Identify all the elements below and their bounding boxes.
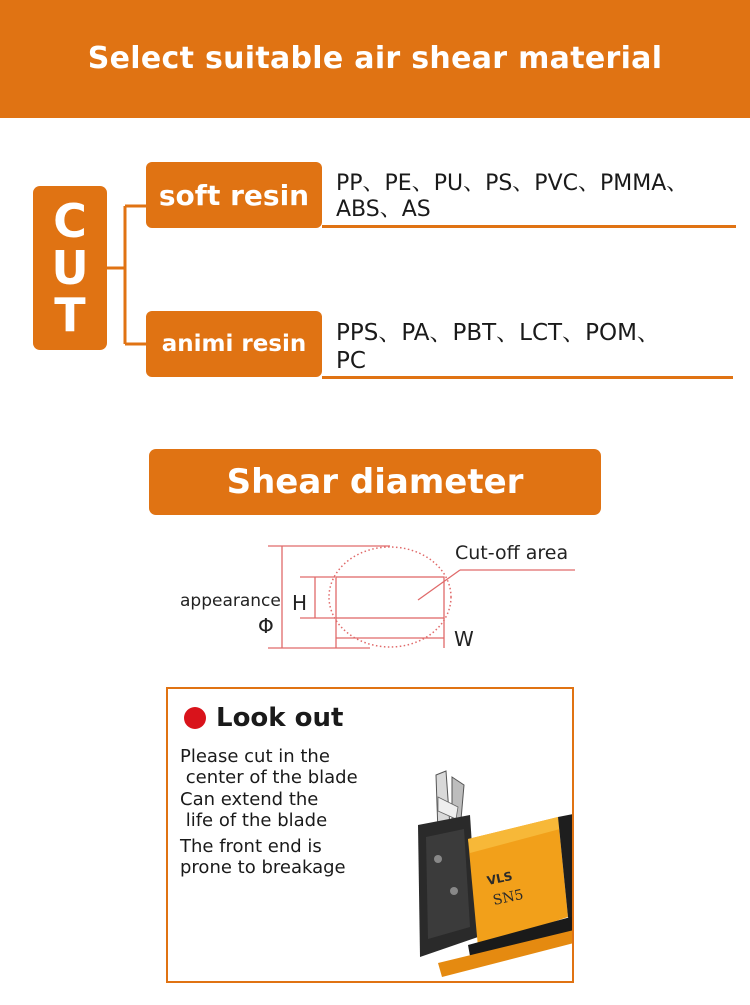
tool-brand: VLS — [485, 868, 514, 888]
lookout-heading — [184, 703, 343, 733]
blade-circle — [329, 547, 451, 647]
animi-resin-materials: PPS、PA、PBT、LCT、POM、 PC — [336, 320, 660, 374]
h-label: H — [292, 591, 308, 615]
animi-resin-underline — [322, 376, 733, 379]
shear-diameter-banner: Shear diameter — [149, 449, 601, 515]
cutoff-label: Cut-off area — [455, 542, 569, 564]
connector-bracket — [105, 190, 150, 350]
lookout-box — [166, 687, 574, 983]
lookout-note-2: Can extend the life of the blade — [180, 789, 328, 831]
cut-letter-c: C — [53, 193, 87, 248]
header-banner — [0, 0, 750, 118]
soft-resin-materials: PP、PE、PU、PS、PVC、PMMA、 ABS、AS — [336, 171, 689, 222]
appearance-label: appearance — [180, 591, 281, 611]
lookout-note-1: Please cut in the center of the blade — [180, 746, 358, 788]
soft-resin-underline — [322, 225, 736, 228]
header-title: Select suitable air shear material — [87, 40, 663, 76]
cut-box — [33, 186, 107, 350]
cut-letter-t: T — [54, 287, 86, 342]
air-shear-tool-image — [408, 767, 574, 983]
warning-dot-icon — [184, 707, 206, 729]
lookout-title: Look out — [216, 703, 344, 733]
tool-model: SN5 — [491, 886, 525, 909]
shear-diameter-diagram — [170, 530, 590, 660]
animi-resin-label: animi resin — [146, 311, 322, 377]
cutoff-leader — [418, 570, 460, 600]
cutoff-rectangle — [336, 577, 444, 618]
cut-letter-u: U — [51, 240, 89, 295]
lookout-note-3: The front end is prone to breakage — [180, 836, 346, 878]
soft-resin-label: soft resin — [146, 162, 322, 228]
phi-label: Φ — [258, 614, 274, 638]
w-label: W — [454, 627, 474, 651]
